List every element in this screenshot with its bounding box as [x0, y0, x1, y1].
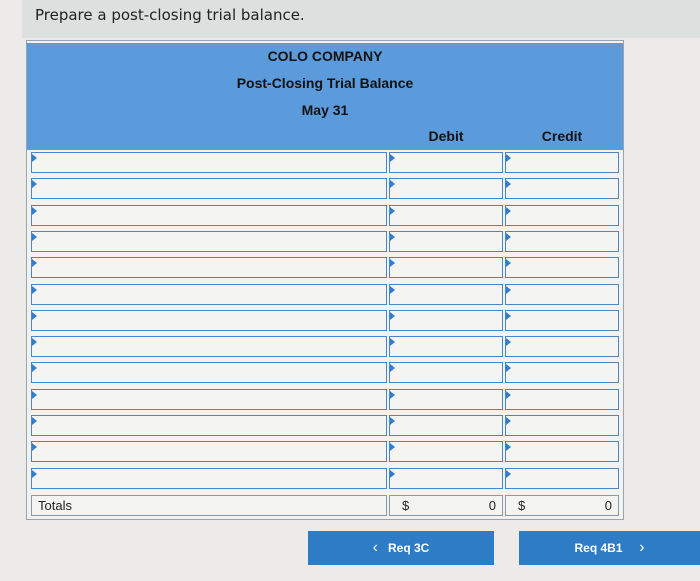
account-select[interactable] — [31, 284, 387, 305]
dropdown-marker-icon — [32, 443, 37, 451]
account-select[interactable] — [31, 231, 387, 252]
debit-input[interactable] — [389, 231, 503, 252]
dropdown-marker-icon — [32, 154, 37, 162]
trial-balance-row — [27, 466, 623, 492]
account-select[interactable] — [31, 310, 387, 331]
dropdown-marker-icon — [390, 259, 395, 267]
dropdown-marker-icon — [32, 207, 37, 215]
totals-label: Totals — [38, 498, 72, 513]
totals-row — [27, 492, 623, 519]
dropdown-marker-icon — [390, 154, 395, 162]
credit-input[interactable] — [505, 441, 619, 462]
chevron-right-icon: › — [639, 539, 645, 556]
dropdown-marker-icon — [390, 417, 395, 425]
dropdown-marker-icon — [390, 207, 395, 215]
credit-input[interactable] — [505, 231, 619, 252]
debit-input[interactable] — [389, 415, 503, 436]
dropdown-marker-icon — [390, 443, 395, 451]
debit-input[interactable] — [389, 284, 503, 305]
dropdown-marker-icon — [390, 364, 395, 372]
trial-balance-row — [27, 387, 623, 413]
dropdown-marker-icon — [32, 364, 37, 372]
dropdown-marker-icon — [32, 470, 37, 478]
credit-input[interactable] — [505, 389, 619, 410]
prev-req-button[interactable] — [308, 531, 494, 565]
credit-input[interactable] — [505, 205, 619, 226]
account-select[interactable] — [31, 205, 387, 226]
account-select[interactable] — [31, 362, 387, 383]
trial-balance-row — [27, 413, 623, 439]
totals-debit-value: 0 — [488, 498, 496, 513]
credit-input[interactable] — [505, 310, 619, 331]
debit-input[interactable] — [389, 336, 503, 357]
credit-input[interactable] — [505, 284, 619, 305]
trial-balance-row — [27, 150, 623, 176]
debit-input[interactable] — [389, 205, 503, 226]
statement-title-row — [27, 70, 623, 98]
account-select[interactable] — [31, 257, 387, 278]
trial-balance-row — [27, 255, 623, 281]
statement-title: Post-Closing Trial Balance — [236, 75, 414, 91]
dropdown-marker-icon — [506, 312, 511, 320]
dropdown-marker-icon — [32, 338, 37, 346]
debit-input[interactable] — [389, 362, 503, 383]
account-select[interactable] — [31, 415, 387, 436]
account-select[interactable] — [31, 441, 387, 462]
statement-date: May 31 — [301, 102, 349, 118]
dropdown-marker-icon — [32, 259, 37, 267]
company-name-row — [27, 43, 623, 71]
credit-input[interactable] — [505, 415, 619, 436]
trial-balance-row — [27, 203, 623, 229]
dropdown-marker-icon — [32, 180, 37, 188]
totals-label-cell — [31, 495, 387, 516]
debit-input[interactable] — [389, 152, 503, 173]
debit-input[interactable] — [389, 441, 503, 462]
totals-credit-value: 0 — [604, 498, 612, 513]
credit-input[interactable] — [505, 178, 619, 199]
account-select[interactable] — [31, 336, 387, 357]
dropdown-marker-icon — [506, 207, 511, 215]
trial-balance-worksheet — [26, 40, 624, 520]
credit-input[interactable] — [505, 336, 619, 357]
debit-input[interactable] — [389, 468, 503, 489]
trial-balance-row — [27, 360, 623, 386]
account-select[interactable] — [31, 389, 387, 410]
credit-column-header: Credit — [541, 128, 583, 144]
statement-date-row — [27, 97, 623, 125]
account-select[interactable] — [31, 152, 387, 173]
trial-balance-row — [27, 229, 623, 255]
dropdown-marker-icon — [390, 338, 395, 346]
totals-debit-symbol: $ — [402, 498, 410, 513]
account-select[interactable] — [31, 468, 387, 489]
dropdown-marker-icon — [506, 391, 511, 399]
debit-input[interactable] — [389, 257, 503, 278]
dropdown-marker-icon — [32, 312, 37, 320]
instruction-text: Prepare a post-closing trial balance. — [35, 6, 305, 24]
dropdown-marker-icon — [506, 338, 511, 346]
debit-input[interactable] — [389, 178, 503, 199]
credit-input[interactable] — [505, 257, 619, 278]
debit-input[interactable] — [389, 389, 503, 410]
dropdown-marker-icon — [32, 417, 37, 425]
totals-credit-symbol: $ — [518, 498, 526, 513]
dropdown-marker-icon — [506, 154, 511, 162]
dropdown-marker-icon — [390, 233, 395, 241]
dropdown-marker-icon — [390, 312, 395, 320]
dropdown-marker-icon — [32, 233, 37, 241]
credit-input[interactable] — [505, 362, 619, 383]
dropdown-marker-icon — [506, 259, 511, 267]
credit-input[interactable] — [505, 468, 619, 489]
debit-input[interactable] — [389, 310, 503, 331]
dropdown-marker-icon — [506, 364, 511, 372]
dropdown-marker-icon — [390, 391, 395, 399]
trial-balance-row — [27, 308, 623, 334]
dropdown-marker-icon — [506, 180, 511, 188]
trial-balance-row — [27, 439, 623, 465]
account-select[interactable] — [31, 178, 387, 199]
trial-balance-row — [27, 282, 623, 308]
dropdown-marker-icon — [32, 286, 37, 294]
totals-debit-cell — [389, 495, 503, 516]
totals-credit-cell — [505, 495, 619, 516]
dropdown-marker-icon — [390, 286, 395, 294]
next-req-button[interactable] — [519, 531, 700, 565]
dropdown-marker-icon — [32, 391, 37, 399]
dropdown-marker-icon — [506, 233, 511, 241]
dropdown-marker-icon — [506, 470, 511, 478]
prev-req-label: Req 3C — [388, 541, 430, 555]
column-header-row — [27, 123, 623, 150]
dropdown-marker-icon — [506, 443, 511, 451]
dropdown-marker-icon — [506, 417, 511, 425]
dropdown-marker-icon — [506, 286, 511, 294]
credit-input[interactable] — [505, 152, 619, 173]
trial-balance-row — [27, 176, 623, 202]
next-req-label: Req 4B1 — [574, 541, 623, 555]
dropdown-marker-icon — [390, 470, 395, 478]
chevron-left-icon: ‹ — [372, 539, 378, 556]
trial-balance-row — [27, 334, 623, 360]
company-name: COLO COMPANY — [267, 48, 383, 64]
debit-column-header: Debit — [428, 128, 464, 144]
dropdown-marker-icon — [390, 180, 395, 188]
